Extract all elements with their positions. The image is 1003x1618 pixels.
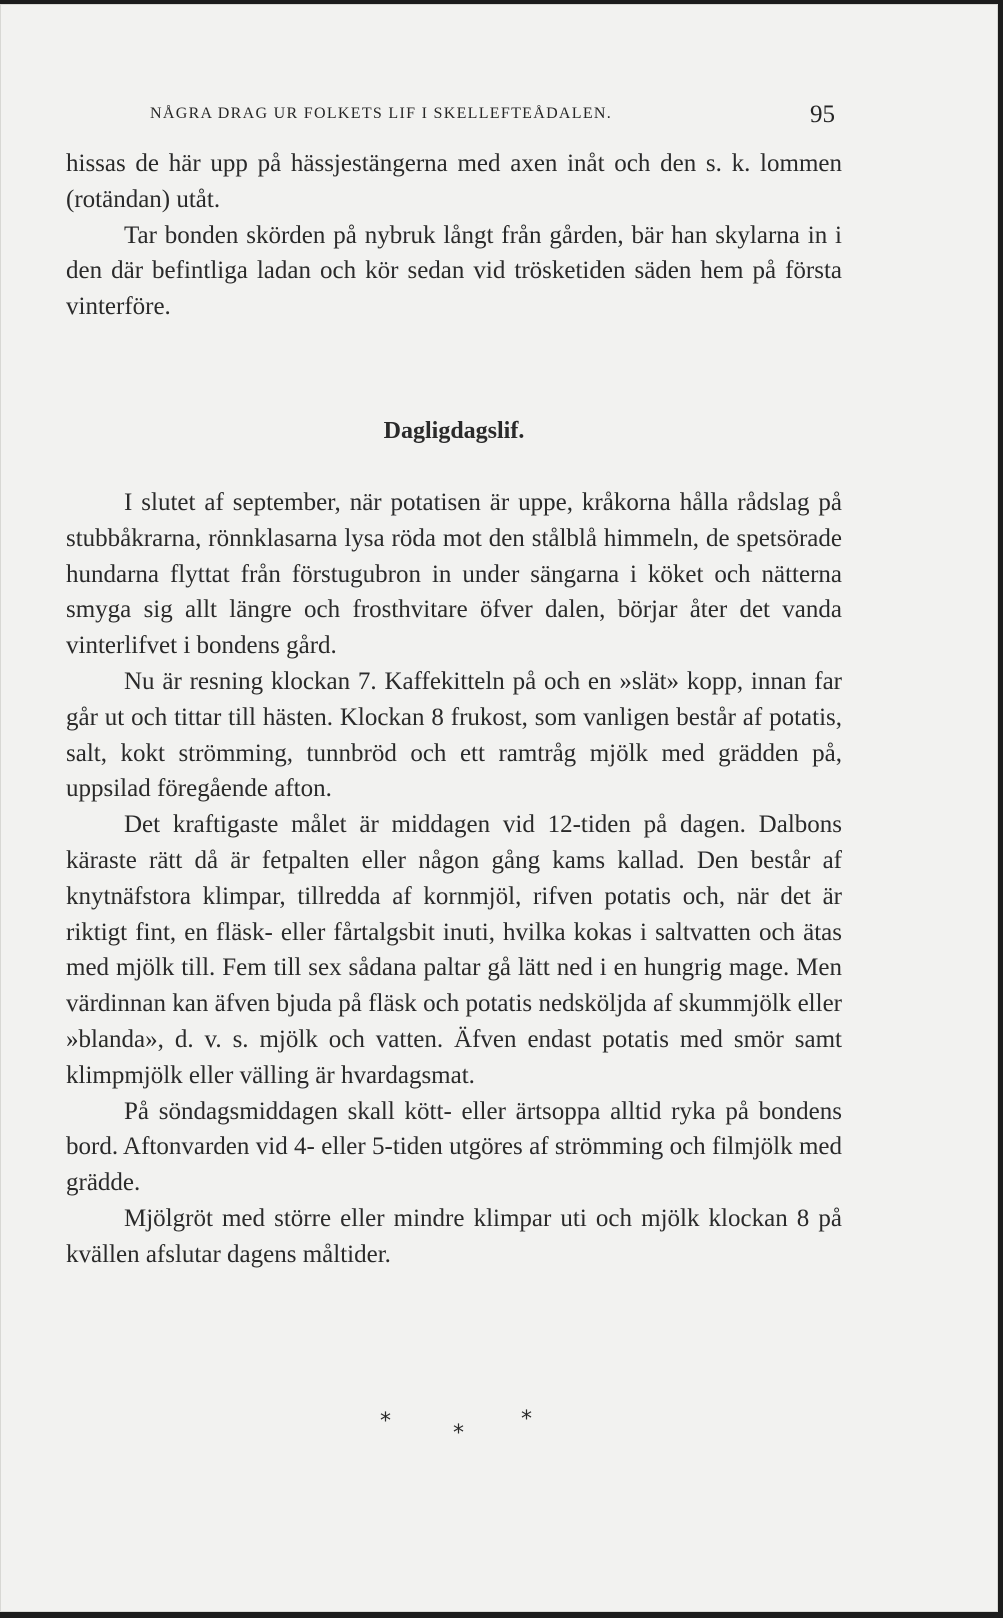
running-title: NÅGRA DRAG UR FOLKETS LIF I SKELLEFTEÅDALEN. bbox=[150, 105, 613, 122]
paragraph: Det kraftigaste målet är middagen vid 12-tiden på dagen. Dalbons käraste rätt då är fetpalten eller någon gång kams kallad. Den består af knytnäfstora klimpar, tillredda af kornmjöl, rifven potatis och, när det är riktigt fint, en fläsk- eller fårtalgsbit inuti, hvilka kokas i saltvatten och ätas med mjölk till. Fem till sex sådana paltar gå lätt ned i en hungrig mage. Men värdinnan kan äfven bjuda på fläsk och potatis nedsköljda af skummjölk eller »blanda», d. v. s. mjölk och vatten. Äfven endast potatis med smör samt klimpmjölk eller välling är hvardagsmat. bbox=[66, 811, 842, 1089]
paragraph: Nu är resning klockan 7. Kaffekitteln på och en »slät» kopp, innan far går ut och tittar till hästen. Klockan 8 frukost, som vanligen består af potatis, salt, kokt strömming, tunnbröd och ett ramtråg mjölk med grädden på, uppsilad föregående afton. bbox=[66, 667, 842, 803]
paragraph: På söndagsmiddagen skall kött- eller ärtsoppa alltid ryka på bondens bord. Aftonvarden vid 4- eller 5-tiden utgöres af strömming och filmjölk med grädde. bbox=[66, 1097, 842, 1197]
body-text bbox=[66, 146, 842, 1273]
page-header bbox=[150, 101, 850, 131]
paragraph: hissas de här upp på hässjestängerna med axen inåt och den s. k. lommen (rotändan) utåt. bbox=[66, 150, 842, 213]
asterisk: * bbox=[380, 1409, 391, 1434]
book-page bbox=[0, 4, 998, 1612]
asterisk: * bbox=[521, 1407, 532, 1432]
paragraph: Mjölgröt med större eller mindre klimpar uti och mjölk klockan 8 på kvällen afslutar dagens måltider. bbox=[66, 1204, 842, 1268]
asterisk: * bbox=[453, 1421, 464, 1446]
section-title: Dagligdagslif. bbox=[383, 417, 525, 444]
paragraph: Tar bonden skörden på nybruk långt från gården, bär han skylarna in i den där befintliga ladan och kör sedan vid trösketiden säden hem på första vinterföre. bbox=[66, 221, 842, 321]
asterism-divider bbox=[380, 1409, 570, 1459]
paragraph: I slutet af september, när potatisen är uppe, kråkorna hålla rådslag på stubbåkrarna, rönnklasarna lysa röda mot den stålblå himmeln, de spetsörade hundarna flyttat från förstugubron in under sängarna i köket och nätterna smyga sig allt längre och frosthvitare öfver dalen, börjar åter det vanda vinterlifvet i bondens gård. bbox=[66, 488, 842, 660]
page-number: 95 bbox=[810, 101, 835, 128]
